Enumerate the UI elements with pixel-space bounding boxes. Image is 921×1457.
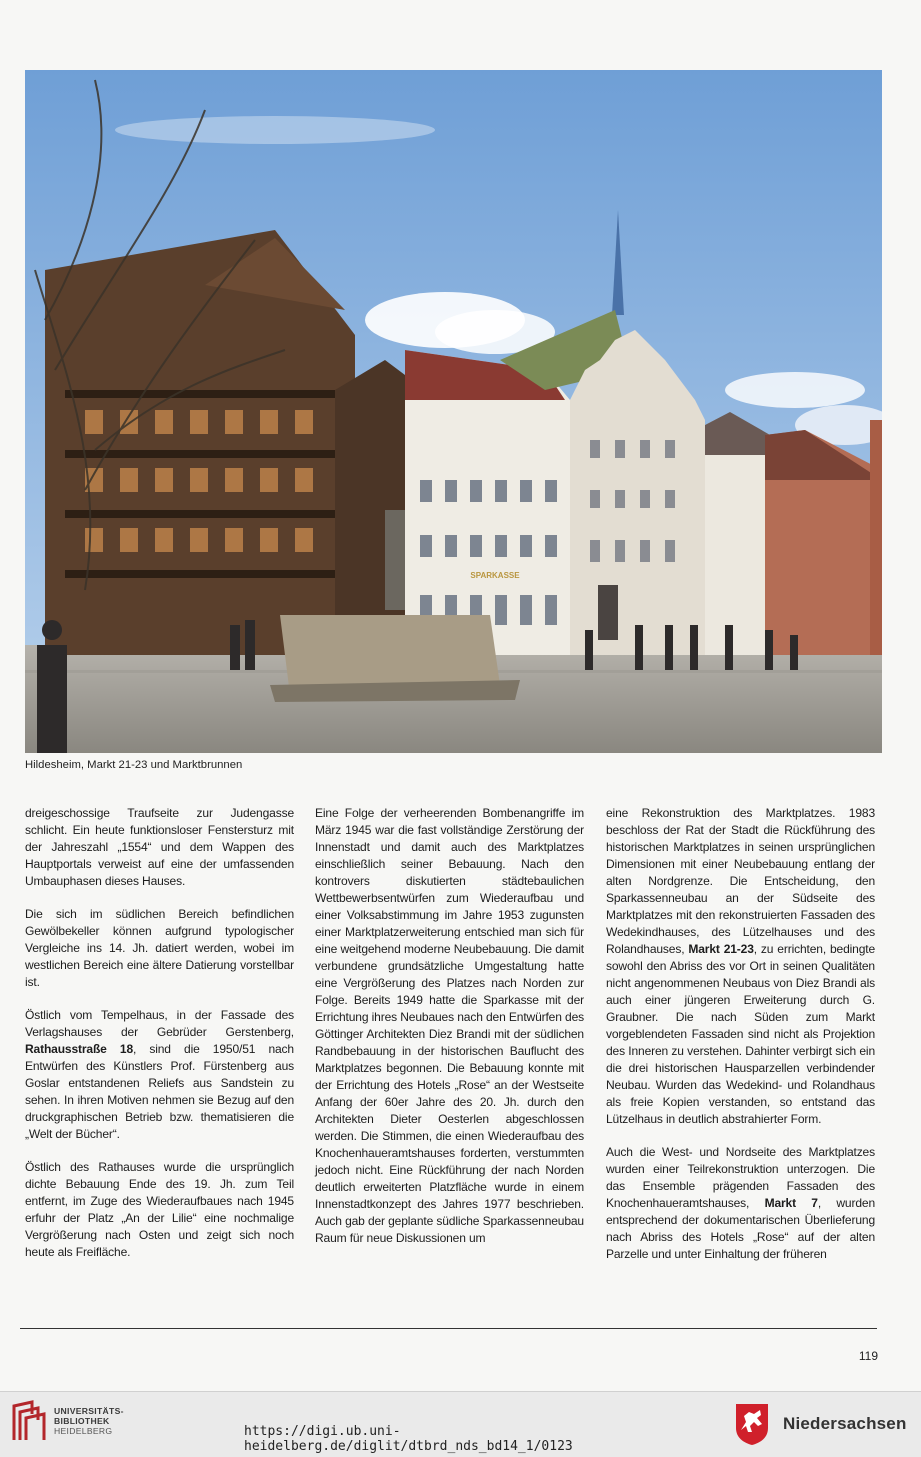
paragraph: Auch die West- und Nordseite des Marktplatzes wurden einer Teilrekonstruktion unterzogen. Die das Ensemble prägenden Fassaden des Knochenhaueramtshauses, Markt 7, wurden entsprechend der dokumentarischen Überlieferung nach Abriss des Hotels „Rose“ auf der alten Parzelle und unter Einhaltung der früheren <box>606 1145 875 1261</box>
footer-bar <box>0 1391 921 1457</box>
photo-illustration <box>25 70 882 753</box>
address-reference: Markt 21-23 <box>688 942 754 956</box>
paragraph: dreigeschossige Traufseite zur Judengasse schlicht. Ein heute funktionsloser Fenstersturz mit der Jahreszahl „1554“ und dem Wappen des Hauptportals verweist auf eine der umfassenden Umbauphasen dieses Hauses. <box>25 806 294 888</box>
address-reference: Markt 7 <box>764 1196 818 1210</box>
university-library-logo-icon <box>10 1400 50 1444</box>
text-column-3 <box>606 805 875 1279</box>
page-rule <box>20 1328 877 1329</box>
university-library-name: UNIVERSITÄTS- BIBLIOTHEK HEIDELBERG <box>54 1406 124 1436</box>
photo-caption: Hildesheim, Markt 21-23 und Marktbrunnen <box>25 759 243 771</box>
sparkasse-sign: SPARKASSE <box>470 571 520 580</box>
paragraph: eine Rekonstruktion des Marktplatzes. 1983 beschloss der Rat der Stadt die Rückführung des historischen Marktplatzes in seinen ursprünglichen Dimensionen mit einer Neubebauung entlang der alten Nordgrenze. Die Entscheidung, den Sparkassenneubau an der Südseite des Marktplatzes mit den rekonstruierten Fassaden des Wedekindhauses, des Lützelhauses und des Rolandhauses, Markt 21-23, zu errichten, bedingte sowohl den Abriss des vor Ort in seinen Qualitäten nicht angenommenen Neubaus von Diez Brandi als auch einer jüngeren Erweiterung durch G. Graubner. Die nach Süden zum Markt vorgeblendeten Fassaden sind nicht als Projektion des Inneren zu verstehen. Dahinter verbirgt sich ein die drei historischen Hausparzellen verbindender Neubau. Wurden das Wedekind- und Rolandhaus als freie Kopien verstanden, so entstand das Lützelhaus in deutlich abstrahierter Form. <box>606 806 875 1126</box>
paragraph: Östlich des Rathauses wurde die ursprünglich dichte Bebauung Ende des 19. Jh. zum Teil entfernt, im Zuge des Wiederaufbaues nach 1945 erfuhr der Platz „An der Lilie“ eine nochmalige Vergrößerung nach Osten und zeigt sich noch heute als Freifläche. <box>25 1160 294 1259</box>
paragraph: Eine Folge der verheerenden Bombenangriffe im März 1945 war die fast vollständige Zerstörung der Innenstadt und damit auch des Marktplatzes einschließlich seiner Bebauung. Nach den kontrovers diskutierten städtebaulichen Wettbewerbsentwürfen zum Wiederaufbau und einer Volksabstimmung im Jahre 1953 zugunsten einer Marktplatzerweiterung entschied man sich für eine weitgehend moderne Neubebauung. Die damit verbundene grundsätzliche Umgestaltung hatte eine Vergrößerung des Platzes nach Norden zur Folge. Bereits 1949 hatte die Sparkasse mit der Errichtung ihres Neubaues nach den Entwürfen des Göttinger Architekten Diez Brandi mit der südlichen Randbebauung in der historischen Bauflucht des Marktplatzes begonnen. Die Bebauung konnte mit der Errichtung des Hotels „Rose“ an der Westseite Anfang der 60er Jahre des 20. Jh. durch den Architekten Dieter Oesterlen abgeschlossen werden. Die Stimmen, die einen Wiederaufbau des Knochenhaueramtshauses forderten, verstummten jedoch nicht. Eine Rückführung der nach Norden deutlich erweiterten Platzfläche wurde in einem Innenstadtkonzept des Jahres 1977 beschrieben. Auch gab der geplante südliche Sparkassenneubau Raum für neue Diskussionen um <box>315 806 584 1245</box>
text-column-2 <box>315 805 584 1263</box>
document-url-link[interactable]: https://digi.ub.uni-heidelberg.de/diglit/dtbrd_nds_bd14_1/0123 <box>244 1424 573 1454</box>
address-reference: Rathausstraße 18 <box>25 1042 133 1056</box>
lower-saxony-crest-icon <box>734 1402 770 1446</box>
paragraph: Östlich vom Tempelhaus, in der Fassade des Verlagshauses der Gebrüder Gerstenberg, Rathausstraße 18, sind die 1950/51 nach Entwürfen des Künstlers Prof. Fürstenberg aus Goslar entstandenen Reliefs aus Sandstein zu sehen. In ihren Motiven nehmen sie Bezug auf den druckgraphischen Betrieb bzw. thematisieren die „Welt der Bücher“. <box>25 1008 294 1141</box>
page-number: 119 <box>858 1349 878 1363</box>
text-column-1 <box>25 805 294 1277</box>
market-square-photo <box>25 70 882 753</box>
state-name: Niedersachsen <box>783 1414 907 1433</box>
paragraph: Die sich im südlichen Bereich befindlichen Gewölbekeller können aufgrund typologischer Vergleiche ins 14. Jh. datiert werden, wobei im westlichen Bereich eine ältere Datierung vorstellbar ist. <box>25 907 294 989</box>
